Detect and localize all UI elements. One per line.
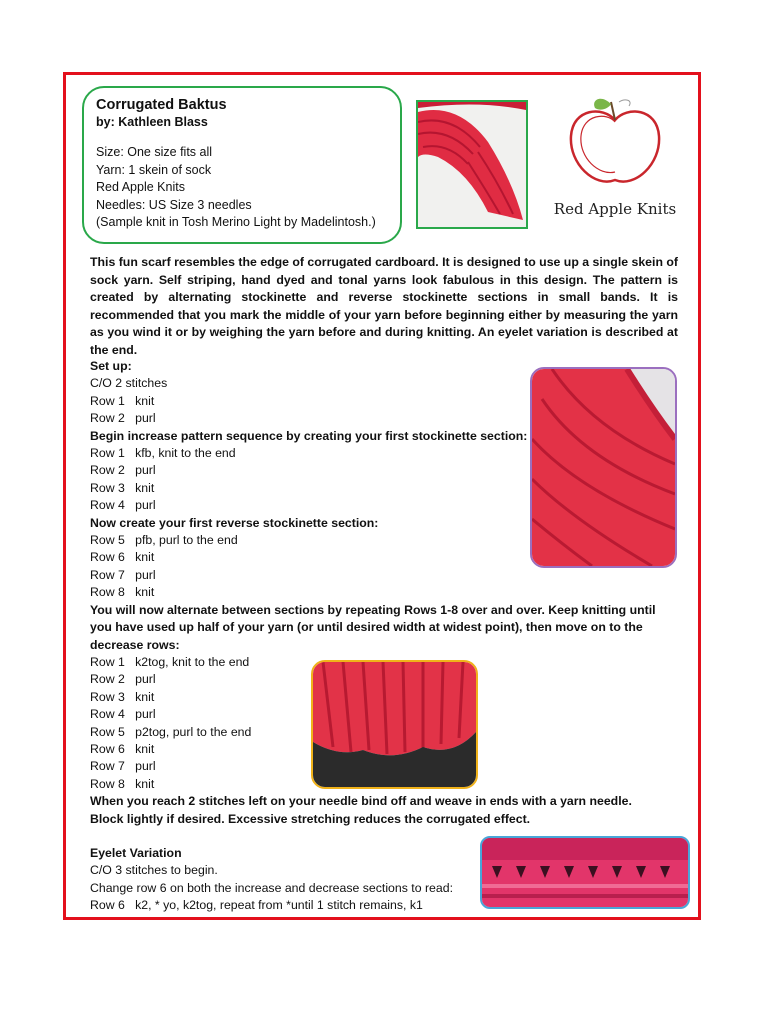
increase-row: Row 1 kfb, knit to the end [90,446,236,461]
increase-row: Row 3 knit [90,480,155,495]
detail-sample: (Sample knit in Tosh Merino Light by Madelintosh.) [96,215,376,229]
decrease-row: Row 1 k2tog, knit to the end [90,654,250,669]
setup-cast-on: C/O 2 stitches [90,376,168,391]
decrease-row: Row 6 knit [90,741,155,756]
reverse-row: Row 5 pfb, purl to the end [90,533,238,548]
corrugated-edge-photo [311,660,478,789]
logo-text: Red Apple Knits [553,200,677,218]
decrease-heading: You will now alternate between sections by repeating Rows 1-8 over and over. Keep knitting until you have used up half of your yarn (or until desired width at widest point), then move on to the decrease rows: [90,602,656,652]
finish-line: When you reach 2 stitches left on your needle bind off and weave in ends with a yarn needle. [90,794,632,809]
pattern-instructions [90,358,690,915]
detail-yarn: Yarn: 1 skein of sock [96,162,212,177]
reverse-heading: Now create your first reverse stockinette section: [90,515,379,530]
detail-brand: Red Apple Knits [96,180,185,194]
decrease-row: Row 7 purl [90,759,156,774]
decrease-row: Row 8 knit [90,776,155,791]
reverse-row: Row 6 knit [90,550,155,565]
eyelet-line: C/O 3 stitches to begin. [90,863,218,878]
reverse-row: Row 8 knit [90,585,155,600]
detail-needles: Needles: US Size 3 needles [96,197,252,212]
intro-paragraph: This fun scarf resembles the edge of corrugated cardboard. It is designed to use up a single skein of sock yarn. Self striping, hand dyed and tonal yarns look fabulous in this design. The pattern is created by alternating stockinette and reverse stockinette sections in small bands. It is recommended that you mark the middle of your yarn before beginning either by measuring the yarn as you wind it or by weighing the yarn before and during knitting. An eyelet variation is described at the end. [90,255,678,357]
detail-size: Size: One size fits all [96,145,213,159]
decrease-row: Row 5 p2tog, purl to the end [90,724,252,739]
eyelet-line: Row 6 k2, * yo, k2tog, repeat from *until 1 stitch remains, k1 [90,898,423,913]
eyelet-heading: Eyelet Variation [90,845,182,860]
finish-line: Block lightly if desired. Excessive stretching reduces the corrugated effect. [90,811,531,826]
eyelet-photo [480,836,690,909]
setup-row: Row 1 knit [90,393,155,408]
eyelet-line: Change row 6 on both the increase and decrease sections to read: [90,880,453,895]
increase-row: Row 2 purl [90,463,156,478]
pattern-info-box [82,86,402,244]
decrease-row: Row 4 purl [90,707,156,722]
scarf-photo [416,100,528,229]
pattern-author: by: Kathleen Blass [96,115,208,129]
decrease-row: Row 2 purl [90,672,156,687]
pattern-title: Corrugated Baktus [96,97,227,113]
setup-heading: Set up: [90,359,132,373]
setup-row: Row 2 purl [90,411,156,426]
decrease-row: Row 3 knit [90,689,155,704]
reverse-row: Row 7 purl [90,567,156,582]
apple-icon [545,92,685,197]
increase-row: Row 4 purl [90,498,156,513]
red-apple-knits-logo [545,92,685,227]
increase-heading: Begin increase pattern sequence by creating your first stockinette section: [90,428,528,443]
